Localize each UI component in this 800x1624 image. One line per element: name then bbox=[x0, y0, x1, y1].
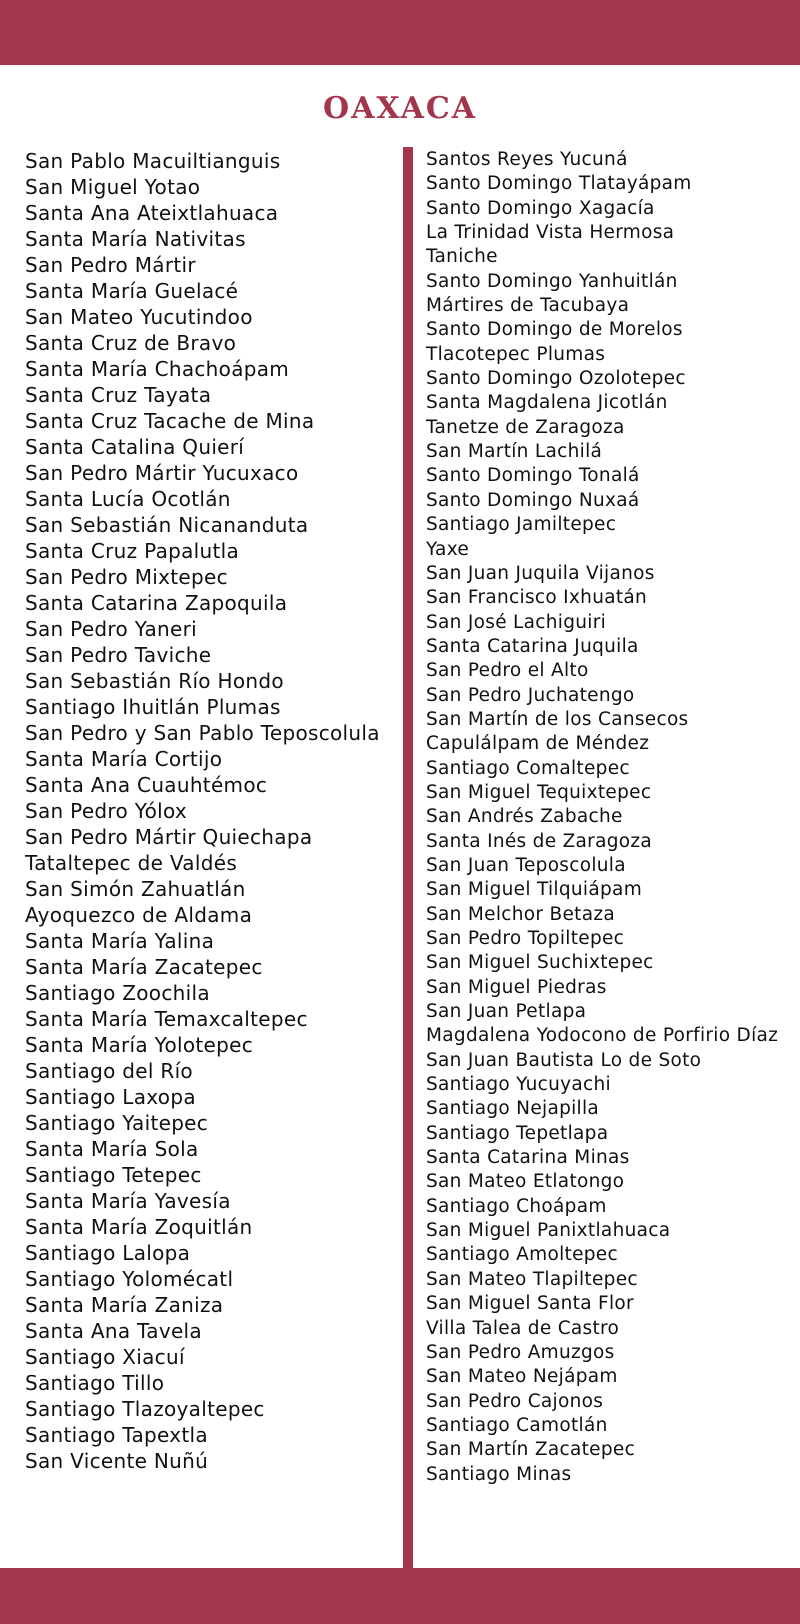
list-item: Taniche bbox=[426, 246, 498, 268]
list-item: Santa Magdalena Jicotlán bbox=[426, 392, 668, 414]
list-item: Santo Domingo Ozolotepec bbox=[426, 368, 686, 390]
list-item: San Pedro Amuzgos bbox=[426, 1341, 615, 1363]
list-item: Santo Domingo Tonalá bbox=[426, 465, 640, 487]
list-item: Santa María Zoquitlán bbox=[25, 1215, 253, 1239]
list-item: Capulálpam de Méndez bbox=[426, 733, 650, 755]
list-item: San Miguel Panixtlahuaca bbox=[426, 1220, 671, 1242]
list-item: San Miguel Suchixtepec bbox=[426, 952, 654, 974]
list-item: San Sebastián Río Hondo bbox=[25, 669, 284, 693]
bottom-banner-band bbox=[0, 1568, 800, 1624]
list-item: Santa Inés de Zaragoza bbox=[426, 830, 653, 852]
list-item: Santiago Minas bbox=[426, 1463, 572, 1485]
list-item: San Pedro Topiltepec bbox=[426, 928, 625, 949]
list-item: Santiago Choápam bbox=[426, 1195, 607, 1217]
list-item: Santa María Sola bbox=[25, 1137, 199, 1161]
list-item: San Miguel Tequixtepec bbox=[426, 781, 652, 803]
list-item: Santiago Xiacuí bbox=[25, 1345, 185, 1369]
list-item: Santa María Cortijo bbox=[25, 747, 223, 771]
list-item: Santiago Tlazoyaltepec bbox=[25, 1397, 265, 1421]
list-item: San Pedro Mártir Quiechapa bbox=[25, 825, 313, 849]
list-item: Santiago Yolomécatl bbox=[25, 1267, 234, 1291]
list-item: Santiago Zoochila bbox=[25, 981, 210, 1005]
list-item: Santa Cruz Papalutla bbox=[25, 539, 240, 563]
list-item: Santa María Zaniza bbox=[25, 1293, 224, 1317]
list-item: Santiago Lalopa bbox=[25, 1241, 191, 1265]
list-item: San Pedro el Alto bbox=[426, 660, 589, 682]
list-item: La Trinidad Vista Hermosa bbox=[426, 222, 675, 244]
list-item: San Mateo Etlatongo bbox=[426, 1171, 625, 1193]
list-item: San Pedro Yólox bbox=[25, 799, 188, 823]
list-item: San Pedro y San Pablo Teposcolula bbox=[25, 721, 380, 745]
list-item: Santos Reyes Yucuná bbox=[426, 149, 628, 170]
list-item: San Pedro Mixtepec bbox=[25, 565, 228, 589]
list-item: San Pedro Mártir bbox=[25, 253, 196, 277]
list-item: Santa Cruz de Bravo bbox=[25, 331, 237, 355]
list-item: Santa Lucía Ocotlán bbox=[25, 487, 231, 511]
municipality-list-right bbox=[426, 148, 778, 1487]
list-item: San Melchor Betaza bbox=[426, 903, 615, 925]
list-item: Santiago Yaitepec bbox=[25, 1111, 209, 1135]
list-item: Ayoquezco de Aldama bbox=[25, 903, 253, 927]
list-item: Santiago Comaltepec bbox=[426, 757, 630, 779]
list-item: San Miguel Santa Flor bbox=[426, 1293, 634, 1315]
list-item: San Pablo Macuiltianguis bbox=[25, 149, 281, 173]
list-item: Yaxe bbox=[426, 538, 470, 560]
list-item: San Pedro Yaneri bbox=[25, 617, 197, 641]
list-item: Tlacotepec Plumas bbox=[426, 343, 606, 365]
list-item: Santa María Temaxcaltepec bbox=[25, 1007, 308, 1031]
list-item: Santiago Tapextla bbox=[25, 1423, 208, 1447]
list-item: Villa Talea de Castro bbox=[426, 1317, 620, 1339]
list-item: Santiago Laxopa bbox=[25, 1085, 196, 1109]
list-item: Santa Catarina Minas bbox=[426, 1147, 630, 1169]
list-item: Santiago Tepetlapa bbox=[426, 1122, 609, 1144]
list-item: San Miguel Tilquiápam bbox=[426, 879, 643, 901]
list-item: Tataltepec de Valdés bbox=[25, 851, 238, 875]
list-item: San Juan Petlapa bbox=[426, 1001, 587, 1023]
list-item: San Sebastián Nicananduta bbox=[25, 513, 309, 537]
list-item: Santa María Chachoápam bbox=[25, 357, 290, 381]
list-item: San Andrés Zabache bbox=[426, 806, 623, 828]
list-item: Santa Catalina Quierí bbox=[25, 435, 245, 459]
list-item: Magdalena Yodocono de Porfirio Díaz bbox=[426, 1025, 779, 1047]
list-item: San Martín de los Cansecos bbox=[426, 708, 689, 730]
list-item: San Miguel Piedras bbox=[426, 976, 607, 998]
list-item: Santa Catarina Zapoquila bbox=[25, 591, 288, 615]
list-item: San Pedro Mártir Yucuxaco bbox=[25, 461, 299, 485]
list-item: San Juan Bautista Lo de Soto bbox=[426, 1049, 702, 1071]
list-item: Santiago Nejapilla bbox=[426, 1098, 600, 1120]
list-item: Santa Ana Cuauhtémoc bbox=[25, 773, 268, 797]
list-item: Santiago Tillo bbox=[25, 1371, 165, 1395]
list-item: San Pedro Taviche bbox=[25, 643, 212, 667]
list-item: Santo Domingo Nuxaá bbox=[426, 489, 640, 511]
list-item: Santo Domingo Xagacía bbox=[426, 197, 655, 219]
list-item: Santo Domingo Yanhuitlán bbox=[426, 270, 678, 292]
list-item: San Francisco Ixhuatán bbox=[426, 587, 648, 609]
list-item: Santiago Camotlán bbox=[426, 1414, 608, 1436]
municipality-list-left bbox=[25, 148, 380, 1474]
list-item: San José Lachiguiri bbox=[426, 611, 607, 633]
list-item: Santiago del Río bbox=[25, 1059, 193, 1083]
list-item: San Mateo Nejápam bbox=[426, 1366, 618, 1388]
list-item: San Mateo Yucutindoo bbox=[25, 305, 253, 329]
list-item: Santiago Amoltepec bbox=[426, 1244, 618, 1266]
page-title: OAXACA bbox=[322, 91, 478, 126]
list-item: Santiago Yucuyachi bbox=[426, 1074, 611, 1096]
list-item: Santa María Yolotepec bbox=[25, 1033, 254, 1057]
list-item: Santiago Jamiltepec bbox=[426, 514, 617, 536]
list-item: Santa Catarina Juquila bbox=[426, 635, 639, 657]
list-item: Mártires de Tacubaya bbox=[426, 295, 630, 317]
column-divider bbox=[403, 147, 413, 1568]
list-item: Santa María Yalina bbox=[25, 929, 215, 953]
list-item: Santiago Tetepec bbox=[25, 1163, 202, 1187]
list-item: San Mateo Tlapiltepec bbox=[426, 1268, 638, 1290]
list-item: San Simón Zahuatlán bbox=[25, 877, 246, 901]
list-item: Santa María Nativitas bbox=[25, 227, 246, 251]
list-item: San Miguel Yotao bbox=[25, 175, 201, 199]
list-item: Tanetze de Zaragoza bbox=[426, 416, 625, 438]
list-item: San Pedro Juchatengo bbox=[426, 684, 635, 706]
list-item: San Vicente Nuñú bbox=[25, 1449, 209, 1473]
list-item: San Martín Lachilá bbox=[426, 441, 603, 463]
list-item: San Juan Teposcolula bbox=[426, 854, 626, 876]
list-item: Santiago Ihuitlán Plumas bbox=[25, 695, 281, 719]
list-item: Santo Domingo de Morelos bbox=[426, 319, 683, 341]
top-banner-band bbox=[0, 0, 800, 65]
list-item: Santa María Zacatepec bbox=[25, 955, 263, 979]
list-item: Santa Cruz Tayata bbox=[25, 383, 212, 407]
list-item: Santa Ana Tavela bbox=[25, 1319, 202, 1343]
list-item: Santa Cruz Tacache de Mina bbox=[25, 409, 315, 433]
list-item: Santa María Guelacé bbox=[25, 279, 239, 303]
list-item: Santo Domingo Tlatayápam bbox=[426, 173, 692, 195]
list-item: Santa María Yavesía bbox=[25, 1189, 231, 1213]
list-item: San Juan Juquila Vijanos bbox=[426, 562, 655, 584]
list-item: San Martín Zacatepec bbox=[426, 1439, 636, 1461]
list-item: Santa Ana Ateixtlahuaca bbox=[25, 201, 279, 225]
list-item: San Pedro Cajonos bbox=[426, 1390, 604, 1412]
